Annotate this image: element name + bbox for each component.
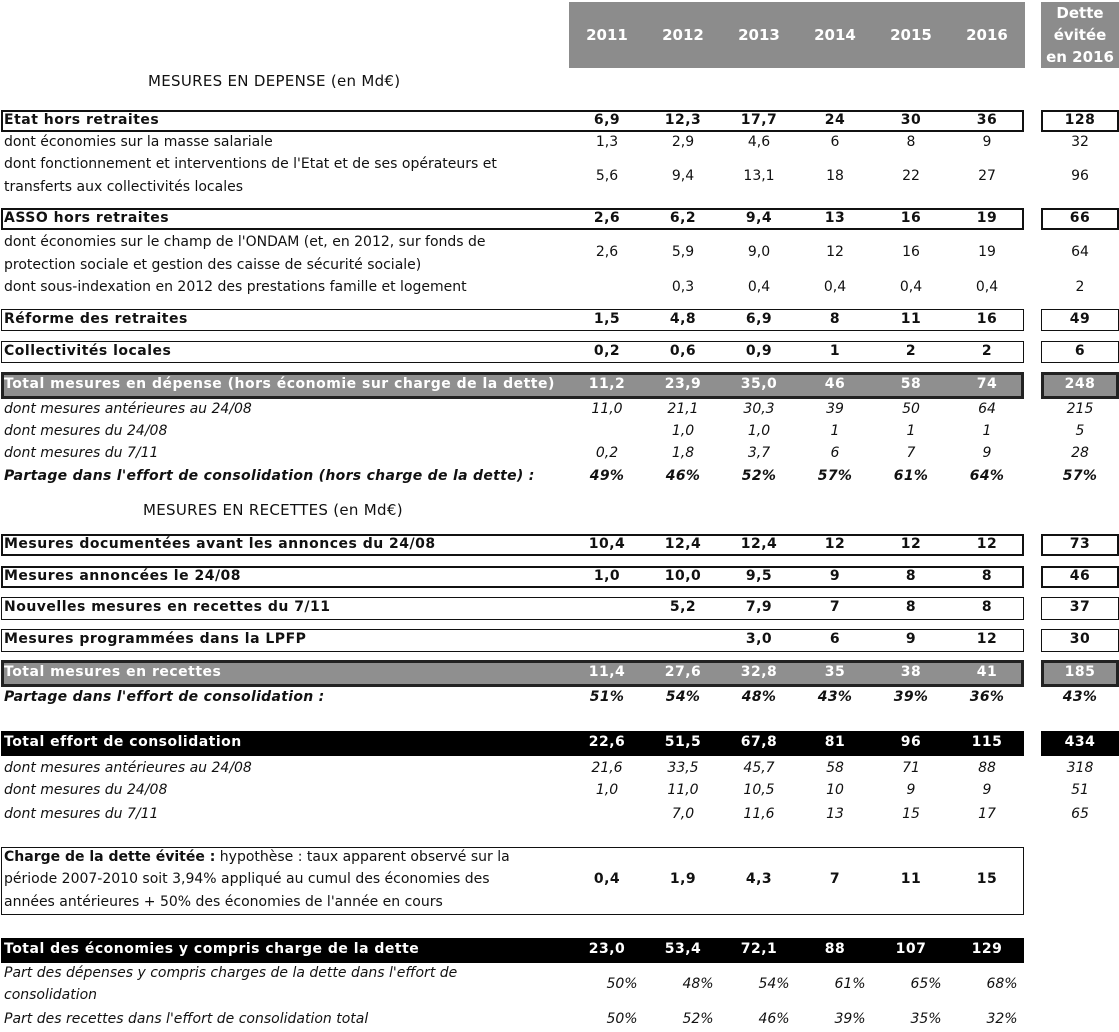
cell-total: 6	[1074, 343, 1086, 359]
cell-2013: 9,0	[747, 244, 771, 260]
cell-2014: 39	[826, 401, 844, 417]
cell-2013: 9,4	[745, 210, 773, 226]
row-label: dont mesures du 7/11	[4, 806, 159, 822]
row-label: années antérieures + 50% des économies de l'année en cours	[4, 894, 443, 910]
cell-2011: 22,6	[588, 734, 626, 750]
cell-2012: 9,4	[671, 168, 695, 184]
cell-2016: 9	[982, 134, 992, 150]
cell-2013: 11,6	[743, 806, 775, 822]
cell-2012: 0,6	[669, 343, 697, 359]
cell-total: 66	[1069, 210, 1091, 226]
cell-2011: 0,2	[595, 445, 619, 461]
cell-2012: 2,9	[671, 134, 695, 150]
cell-2016: 15	[976, 871, 998, 887]
cell-2016: 32%	[986, 1011, 1018, 1027]
row-label: Partage dans l'effort de consolidation :	[4, 689, 325, 705]
table-row-etat-fonct	[0, 155, 1119, 201]
cell-2011: 11,2	[588, 376, 626, 392]
cell-total: 51	[1071, 782, 1089, 798]
cell-2013: 1,0	[747, 423, 771, 439]
total-header-line: Dette	[1056, 4, 1104, 22]
table-row-total-economies	[0, 938, 1119, 963]
table-row-dep-partage	[0, 467, 1119, 487]
cell-2012: 52%	[682, 1011, 714, 1027]
cell-2012: 46%	[665, 468, 701, 484]
row-label-rest: hypothèse : taux apparent observé sur la	[215, 849, 510, 865]
cell-2015: 11	[900, 871, 922, 887]
year-header-2015: 2015	[890, 26, 932, 44]
cell-2013: 3,7	[747, 445, 771, 461]
cell-2013: 46%	[758, 1011, 790, 1027]
cell-2016: 27	[978, 168, 996, 184]
cell-2014: 43%	[817, 689, 853, 705]
total-header-line: en 2016	[1046, 48, 1114, 66]
cell-2016: 19	[978, 244, 996, 260]
row-label: dont mesures du 7/11	[4, 445, 159, 461]
cell-2014: 35	[824, 664, 846, 680]
cell-2011: 11,4	[588, 664, 626, 680]
row-label: dont mesures antérieures au 24/08	[4, 401, 252, 417]
table-row-rec-lpfp	[0, 629, 1119, 652]
table-row-etat-masse	[0, 133, 1119, 153]
cell-2015: 39%	[893, 689, 929, 705]
cell-2012: 4,8	[669, 311, 697, 327]
cell-2013: 3,0	[745, 631, 773, 647]
cell-2014: 7	[829, 871, 841, 887]
cell-2012: 21,1	[667, 401, 699, 417]
table-row-asso	[0, 208, 1119, 230]
row-label: Mesures programmées dans la LPFP	[4, 631, 307, 647]
table-row-charge-dette	[0, 847, 1119, 915]
cell-2014: 39%	[834, 1011, 866, 1027]
cell-2014: 12	[824, 536, 846, 552]
table-row-rec-2408	[0, 566, 1119, 588]
year-header-2012: 2012	[662, 26, 704, 44]
row-label: Part des dépenses y compris charges de la dette dans l'effort de	[4, 965, 458, 981]
cell-2012: 12,3	[664, 112, 702, 128]
cell-2016: 129	[971, 941, 1003, 957]
cell-total: 128	[1064, 112, 1096, 128]
cell-2016: 8	[981, 599, 993, 615]
cell-total: 73	[1069, 536, 1091, 552]
cell-2011: 5,6	[595, 168, 619, 184]
cell-2015: 61%	[893, 468, 929, 484]
cell-2012: 7,0	[671, 806, 695, 822]
row-label: dont économies sur la masse salariale	[4, 134, 273, 150]
table-row-total-depense	[0, 372, 1119, 399]
cell-2011: 6,9	[593, 112, 621, 128]
cell-total: 5	[1075, 423, 1085, 439]
cell-total: 64	[1071, 244, 1089, 260]
cell-2012: 33,5	[667, 760, 699, 776]
row-label: période 2007-2010 soit 3,94% appliqué au cumul des économies des	[4, 871, 490, 887]
cell-2012: 1,9	[669, 871, 697, 887]
cell-2013: 4,6	[747, 134, 771, 150]
table-row-collectivites	[0, 341, 1119, 363]
cell-2013: 67,8	[740, 734, 778, 750]
cell-2016: 0,4	[975, 279, 999, 295]
cell-2015: 1	[906, 423, 916, 439]
cell-2015: 12	[900, 536, 922, 552]
year-header-2014: 2014	[814, 26, 856, 44]
cell-2012: 53,4	[664, 941, 702, 957]
cell-2013: 9,5	[745, 568, 773, 584]
year-header-2013: 2013	[738, 26, 780, 44]
table-row-dep-2408	[0, 422, 1119, 442]
cell-2016: 1	[982, 423, 992, 439]
cell-2015: 11	[900, 311, 922, 327]
cell-2014: 8	[829, 311, 841, 327]
cell-2012: 12,4	[664, 536, 702, 552]
row-label-bold: Charge de la dette évitée :	[4, 849, 216, 865]
cell-2016: 68%	[986, 976, 1018, 992]
cell-total: 65	[1071, 806, 1089, 822]
cell-2014: 12	[826, 244, 844, 260]
cell-2011: 2,6	[593, 210, 621, 226]
cell-2011: 2,6	[595, 244, 619, 260]
cell-2013: 0,9	[745, 343, 773, 359]
section-title-recettes: MESURES EN RECETTES (en Md€)	[143, 501, 403, 519]
row-label: dont mesures du 24/08	[4, 423, 168, 439]
cell-2011: 23,0	[588, 941, 626, 957]
cell-2013: 30,3	[743, 401, 775, 417]
table-row-total-effort	[0, 731, 1119, 756]
table-row-part-recettes	[0, 1010, 1119, 1030]
table-row-asso-ondam	[0, 233, 1119, 279]
cell-2012: 27,6	[664, 664, 702, 680]
cell-2012: 54%	[665, 689, 701, 705]
cell-2015: 30	[900, 112, 922, 128]
cell-2015: 22	[902, 168, 920, 184]
row-label: Total effort de consolidation	[4, 734, 242, 750]
cell-total: 46	[1069, 568, 1091, 584]
cell-2014: 58	[826, 760, 844, 776]
cell-total: 37	[1069, 599, 1091, 615]
cell-2013: 4,3	[745, 871, 773, 887]
table-row-eff-2408	[0, 781, 1119, 801]
cell-2012: 1,0	[671, 423, 695, 439]
cell-2013: 0,4	[747, 279, 771, 295]
cell-2016: 64%	[969, 468, 1005, 484]
row-label: Mesures documentées avant les annonces du 24/08	[4, 536, 436, 552]
table-row-etat	[0, 110, 1119, 132]
table-row-asso-index	[0, 278, 1119, 298]
cell-2015: 8	[906, 134, 916, 150]
table-row-part-depenses	[0, 964, 1119, 1008]
cell-total: 96	[1071, 168, 1089, 184]
row-label: dont mesures antérieures au 24/08	[4, 760, 252, 776]
cell-2014: 10	[826, 782, 844, 798]
cell-2014: 6	[830, 445, 840, 461]
cell-2012: 11,0	[667, 782, 699, 798]
cell-2012: 10,0	[664, 568, 702, 584]
cell-2012: 23,9	[664, 376, 702, 392]
cell-2012: 0,3	[671, 279, 695, 295]
row-label: Collectivités locales	[4, 343, 172, 359]
cell-2011: 21,6	[591, 760, 623, 776]
row-label	[4, 849, 510, 865]
cell-2012: 48%	[682, 976, 714, 992]
cell-2011: 10,4	[588, 536, 626, 552]
cell-2014: 0,4	[823, 279, 847, 295]
cell-2016: 8	[981, 568, 993, 584]
cell-2011: 50%	[606, 976, 638, 992]
cell-2013: 7,9	[745, 599, 773, 615]
cell-2013: 12,4	[740, 536, 778, 552]
row-label: dont économies sur le champ de l'ONDAM (et, en 2012, sur fonds de	[4, 234, 486, 250]
cell-2013: 17,7	[740, 112, 778, 128]
cell-total: 57%	[1062, 468, 1098, 484]
cell-2015: 50	[902, 401, 920, 417]
cell-2015: 38	[900, 664, 922, 680]
table-row-dep-711	[0, 444, 1119, 464]
cell-2014: 13	[826, 806, 844, 822]
cell-2011: 1,3	[595, 134, 619, 150]
cell-2011: 50%	[606, 1011, 638, 1027]
cell-2014: 13	[824, 210, 846, 226]
cell-2016: 19	[976, 210, 998, 226]
cell-2013: 52%	[741, 468, 777, 484]
cell-2016: 74	[976, 376, 998, 392]
table-row-dep-anterieures	[0, 400, 1119, 420]
cell-2014: 46	[824, 376, 846, 392]
cell-2013: 13,1	[743, 168, 775, 184]
cell-2011: 0,4	[593, 871, 621, 887]
row-label: Etat hors retraites	[4, 112, 160, 128]
total-header-line: évitée	[1053, 26, 1107, 44]
cell-2013: 48%	[741, 689, 777, 705]
cell-2016: 12	[976, 631, 998, 647]
cell-2015: 7	[906, 445, 916, 461]
cell-2016: 64	[978, 401, 996, 417]
cell-2015: 2	[905, 343, 917, 359]
row-label: Total mesures en recettes	[4, 664, 222, 680]
cell-2012: 1,8	[671, 445, 695, 461]
row-label: Nouvelles mesures en recettes du 7/11	[4, 599, 331, 615]
cell-2014: 1	[830, 423, 840, 439]
cell-2013: 45,7	[743, 760, 775, 776]
cell-2015: 9	[906, 782, 916, 798]
year-header-bar	[569, 2, 1025, 68]
cell-2015: 8	[905, 599, 917, 615]
cell-2011: 11,0	[591, 401, 623, 417]
cell-2014: 18	[826, 168, 844, 184]
cell-2011: 51%	[589, 689, 625, 705]
cell-2015: 96	[900, 734, 922, 750]
total-header	[1041, 2, 1119, 68]
table-row-retraites	[0, 309, 1119, 331]
cell-2014: 1	[829, 343, 841, 359]
cell-2016: 36%	[969, 689, 1005, 705]
cell-2011: 1,5	[593, 311, 621, 327]
cell-2015: 16	[900, 210, 922, 226]
row-label: Réforme des retraites	[4, 311, 188, 327]
table-row-eff-711	[0, 805, 1119, 825]
cell-total: 2	[1075, 279, 1085, 295]
cell-2012: 5,9	[671, 244, 695, 260]
cell-2013: 35,0	[740, 376, 778, 392]
cell-2016: 88	[978, 760, 996, 776]
cell-total: 318	[1066, 760, 1094, 776]
cell-2011: 1,0	[593, 568, 621, 584]
cell-2014: 9	[829, 568, 841, 584]
cell-2014: 57%	[817, 468, 853, 484]
cell-2013: 10,5	[743, 782, 775, 798]
cell-total: 215	[1066, 401, 1094, 417]
cell-2016: 36	[976, 112, 998, 128]
cell-2015: 58	[900, 376, 922, 392]
table-row-total-recettes	[0, 660, 1119, 687]
cell-2015: 16	[902, 244, 920, 260]
row-label: Partage dans l'effort de consolidation (hors charge de la dette) :	[4, 468, 535, 484]
cell-2016: 17	[978, 806, 996, 822]
cell-2016: 12	[976, 536, 998, 552]
cell-total: 32	[1071, 134, 1089, 150]
cell-2013: 32,8	[740, 664, 778, 680]
section-title-depense: MESURES EN DEPENSE (en Md€)	[148, 72, 401, 90]
row-label: Total des économies y compris charge de la dette	[4, 941, 420, 957]
cell-2015: 107	[895, 941, 927, 957]
row-label: transferts aux collectivités locales	[4, 179, 243, 195]
cell-2014: 88	[824, 941, 846, 957]
row-label: Mesures annoncées le 24/08	[4, 568, 242, 584]
cell-2016: 2	[981, 343, 993, 359]
cell-2016: 41	[976, 664, 998, 680]
cell-2015: 15	[902, 806, 920, 822]
table-row-rec-partage	[0, 688, 1119, 708]
cell-2013: 54%	[758, 976, 790, 992]
row-label: dont fonctionnement et interventions de l'Etat et de ses opérateurs et	[4, 156, 497, 172]
table-row-rec-doc	[0, 534, 1119, 556]
cell-2014: 24	[824, 112, 846, 128]
table-row-rec-711	[0, 597, 1119, 620]
cell-total: 248	[1064, 376, 1096, 392]
cell-2016: 9	[982, 445, 992, 461]
cell-total: 28	[1071, 445, 1089, 461]
cell-2014: 7	[829, 599, 841, 615]
year-header-2016: 2016	[966, 26, 1008, 44]
cell-2015: 71	[902, 760, 920, 776]
cell-2015: 8	[905, 568, 917, 584]
cell-2011: 1,0	[595, 782, 619, 798]
table-row-eff-anterieures	[0, 759, 1119, 779]
cell-2014: 61%	[834, 976, 866, 992]
year-header-2011: 2011	[586, 26, 628, 44]
cell-2012: 6,2	[669, 210, 697, 226]
row-label: Total mesures en dépense (hors économie sur charge de la dette)	[4, 376, 555, 392]
row-label: protection sociale et gestion des caisse de sécurité sociale)	[4, 257, 422, 273]
cell-2015: 9	[905, 631, 917, 647]
cell-2016: 115	[971, 734, 1003, 750]
cell-total: 49	[1069, 311, 1091, 327]
cell-total: 185	[1064, 664, 1096, 680]
cell-2013: 72,1	[740, 941, 778, 957]
row-label: consolidation	[4, 987, 98, 1003]
cell-2015: 65%	[910, 976, 942, 992]
cell-2013: 6,9	[745, 311, 773, 327]
cell-total: 30	[1069, 631, 1091, 647]
cell-2015: 0,4	[899, 279, 923, 295]
cell-2012: 51,5	[664, 734, 702, 750]
row-label: ASSO hors retraites	[4, 210, 170, 226]
row-label: dont sous-indexation en 2012 des prestations famille et logement	[4, 279, 467, 295]
cell-total: 43%	[1062, 689, 1098, 705]
cell-2014: 6	[829, 631, 841, 647]
cell-2016: 9	[982, 782, 992, 798]
cell-total: 434	[1064, 734, 1096, 750]
cell-2014: 81	[824, 734, 846, 750]
cell-2016: 16	[976, 311, 998, 327]
row-label: dont mesures du 24/08	[4, 782, 168, 798]
cell-2014: 6	[830, 134, 840, 150]
cell-2015: 35%	[910, 1011, 942, 1027]
cell-2012: 5,2	[669, 599, 697, 615]
cell-2011: 0,2	[593, 343, 621, 359]
row-label: Part des recettes dans l'effort de consolidation total	[4, 1011, 369, 1027]
cell-2011: 49%	[589, 468, 625, 484]
